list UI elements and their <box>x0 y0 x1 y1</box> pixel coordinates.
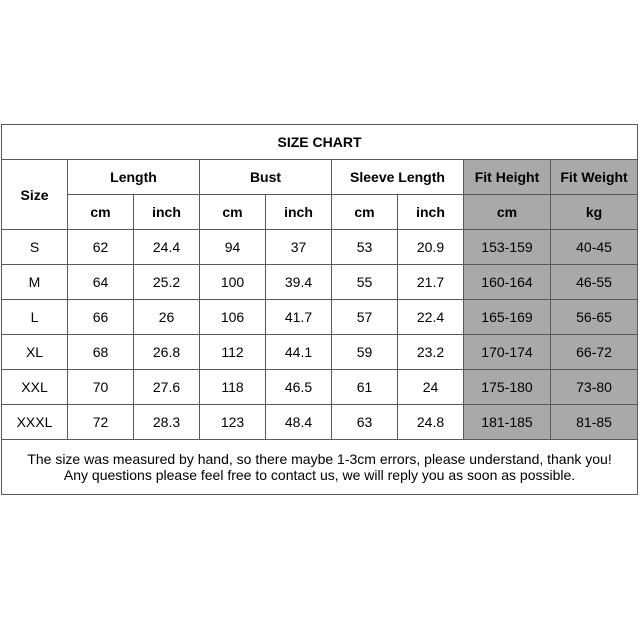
table-row <box>2 335 638 370</box>
table-row <box>2 405 638 440</box>
fit-weight-group-header: Fit Weight <box>551 160 638 195</box>
size-cell: M <box>2 265 68 300</box>
contact-note: Any questions please feel free to contact us, we will reply you as soon as possible. <box>63 467 576 483</box>
fit-weight-cell: 40-45 <box>551 230 638 265</box>
fit-height-cell: 181-185 <box>464 405 551 440</box>
length-cm-cell: 72 <box>68 405 134 440</box>
length-inch-cell: 27.6 <box>134 370 200 405</box>
length-inch-unit: inch <box>134 195 200 230</box>
unit-header-row <box>2 195 638 230</box>
bust-cm-cell: 94 <box>200 230 266 265</box>
table-row <box>2 265 638 300</box>
table-row <box>2 230 638 265</box>
length-inch-cell: 26 <box>134 300 200 335</box>
size-chart-table <box>1 124 638 495</box>
length-cm-unit: cm <box>68 195 134 230</box>
length-inch-cell: 28.3 <box>134 405 200 440</box>
bust-cm-unit: cm <box>200 195 266 230</box>
fit-height-unit: cm <box>464 195 551 230</box>
length-inch-cell: 26.8 <box>134 335 200 370</box>
fit-height-cell: 153-159 <box>464 230 551 265</box>
fit-weight-cell: 66-72 <box>551 335 638 370</box>
size-cell: XXXL <box>2 405 68 440</box>
fit-height-cell: 165-169 <box>464 300 551 335</box>
size-cell: L <box>2 300 68 335</box>
size-cell: XXL <box>2 370 68 405</box>
sleeve-length-group-header: Sleeve Length <box>332 160 464 195</box>
length-group-header: Length <box>68 160 200 195</box>
sleeve-cm-cell: 57 <box>332 300 398 335</box>
bust-group-header: Bust <box>200 160 332 195</box>
sleeve-cm-cell: 55 <box>332 265 398 300</box>
size-cell: XL <box>2 335 68 370</box>
length-cm-cell: 70 <box>68 370 134 405</box>
fit-weight-cell: 46-55 <box>551 265 638 300</box>
length-inch-cell: 24.4 <box>134 230 200 265</box>
fit-height-cell: 175-180 <box>464 370 551 405</box>
bust-cm-cell: 106 <box>200 300 266 335</box>
fit-weight-cell: 81-85 <box>551 405 638 440</box>
bust-inch-cell: 39.4 <box>266 265 332 300</box>
fit-weight-unit: kg <box>551 195 638 230</box>
fit-height-cell: 160-164 <box>464 265 551 300</box>
measurement-note: The size was measured by hand, so there maybe 1-3cm errors, please understand, thank you! <box>27 451 612 467</box>
group-header-row <box>2 160 638 195</box>
sleeve-cm-cell: 61 <box>332 370 398 405</box>
bust-cm-cell: 100 <box>200 265 266 300</box>
sleeve-inch-cell: 23.2 <box>398 335 464 370</box>
sleeve-inch-unit: inch <box>398 195 464 230</box>
bust-inch-cell: 46.5 <box>266 370 332 405</box>
notes-row <box>2 440 638 495</box>
table-row <box>2 300 638 335</box>
fit-weight-cell: 73-80 <box>551 370 638 405</box>
bust-cm-cell: 118 <box>200 370 266 405</box>
length-cm-cell: 66 <box>68 300 134 335</box>
notes <box>2 440 638 495</box>
bust-inch-unit: inch <box>266 195 332 230</box>
length-cm-cell: 68 <box>68 335 134 370</box>
length-cm-cell: 64 <box>68 265 134 300</box>
sleeve-cm-unit: cm <box>332 195 398 230</box>
size-column-header: Size <box>2 160 68 230</box>
bust-cm-cell: 112 <box>200 335 266 370</box>
sleeve-cm-cell: 53 <box>332 230 398 265</box>
fit-height-cell: 170-174 <box>464 335 551 370</box>
bust-inch-cell: 48.4 <box>266 405 332 440</box>
size-cell: S <box>2 230 68 265</box>
length-inch-cell: 25.2 <box>134 265 200 300</box>
table-row <box>2 370 638 405</box>
length-cm-cell: 62 <box>68 230 134 265</box>
bust-inch-cell: 41.7 <box>266 300 332 335</box>
sleeve-inch-cell: 20.9 <box>398 230 464 265</box>
bust-cm-cell: 123 <box>200 405 266 440</box>
fit-weight-cell: 56-65 <box>551 300 638 335</box>
size-chart <box>1 124 637 495</box>
fit-height-group-header: Fit Height <box>464 160 551 195</box>
sleeve-cm-cell: 59 <box>332 335 398 370</box>
sleeve-inch-cell: 24 <box>398 370 464 405</box>
chart-title: SIZE CHART <box>2 125 638 160</box>
sleeve-cm-cell: 63 <box>332 405 398 440</box>
bust-inch-cell: 37 <box>266 230 332 265</box>
bust-inch-cell: 44.1 <box>266 335 332 370</box>
sleeve-inch-cell: 22.4 <box>398 300 464 335</box>
sleeve-inch-cell: 24.8 <box>398 405 464 440</box>
sleeve-inch-cell: 21.7 <box>398 265 464 300</box>
title-row <box>2 125 638 160</box>
